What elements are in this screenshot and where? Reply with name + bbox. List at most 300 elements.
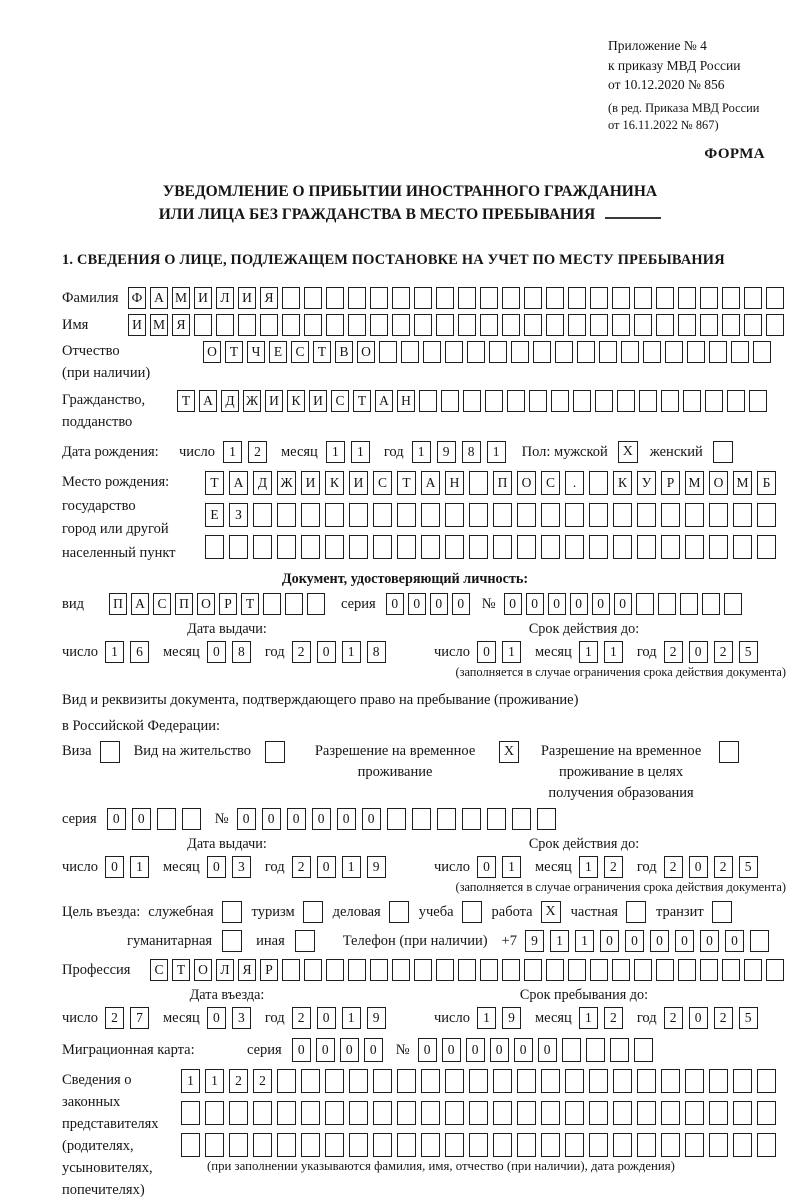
char-box[interactable]: 1	[351, 441, 370, 463]
char-box[interactable]: 0	[107, 808, 126, 830]
char-box[interactable]	[301, 1069, 320, 1093]
char-box[interactable]: 0	[442, 1038, 461, 1062]
char-box[interactable]	[326, 287, 344, 309]
char-box[interactable]: Т	[313, 341, 331, 363]
char-box[interactable]	[469, 471, 488, 495]
char-box[interactable]: 0	[364, 1038, 383, 1062]
char-box[interactable]: 0	[466, 1038, 485, 1062]
char-box[interactable]: 2	[714, 641, 733, 663]
char-box[interactable]: 9	[367, 856, 386, 878]
char-box[interactable]: 2	[664, 856, 683, 878]
char-box[interactable]: О	[517, 471, 536, 495]
char-box[interactable]	[517, 503, 536, 527]
char-box[interactable]: С	[153, 593, 171, 615]
char-box[interactable]: 1	[342, 856, 361, 878]
char-box[interactable]	[469, 1069, 488, 1093]
char-box[interactable]	[617, 390, 635, 412]
char-box[interactable]	[392, 314, 410, 336]
char-box[interactable]: 0	[700, 930, 719, 952]
char-box[interactable]: 1	[579, 641, 598, 663]
char-box[interactable]: 1	[181, 1069, 200, 1093]
char-box[interactable]: 9	[367, 1007, 386, 1029]
char-box[interactable]: 1	[579, 856, 598, 878]
char-box[interactable]: 0	[689, 641, 708, 663]
purpose-transit-checkbox[interactable]	[712, 901, 732, 923]
char-box[interactable]	[700, 287, 718, 309]
char-box[interactable]: Ж	[277, 471, 296, 495]
char-box[interactable]	[555, 341, 573, 363]
char-box[interactable]: Л	[216, 287, 234, 309]
char-box[interactable]: 0	[362, 808, 381, 830]
char-box[interactable]	[282, 287, 300, 309]
char-box[interactable]	[445, 341, 463, 363]
char-box[interactable]: Т	[225, 341, 243, 363]
char-box[interactable]: 0	[237, 808, 256, 830]
char-box[interactable]	[678, 314, 696, 336]
char-box[interactable]	[301, 535, 320, 559]
char-box[interactable]: А	[150, 287, 168, 309]
char-box[interactable]: 1	[477, 1007, 496, 1029]
char-box[interactable]: 0	[340, 1038, 359, 1062]
char-box[interactable]	[658, 593, 676, 615]
char-box[interactable]	[568, 959, 586, 981]
sex-female-checkbox[interactable]	[713, 441, 733, 463]
char-box[interactable]	[757, 1133, 776, 1157]
char-box[interactable]	[370, 314, 388, 336]
char-box[interactable]	[589, 1101, 608, 1125]
char-box[interactable]: 0	[317, 856, 336, 878]
char-box[interactable]	[565, 1069, 584, 1093]
char-box[interactable]: П	[109, 593, 127, 615]
char-box[interactable]: Е	[205, 503, 224, 527]
char-box[interactable]: 0	[430, 593, 448, 615]
char-box[interactable]: П	[175, 593, 193, 615]
char-box[interactable]: 9	[437, 441, 456, 463]
char-box[interactable]	[229, 1133, 248, 1157]
char-box[interactable]	[194, 314, 212, 336]
char-box[interactable]: К	[613, 471, 632, 495]
education-residence-permit-checkbox[interactable]	[719, 741, 739, 763]
char-box[interactable]: К	[325, 471, 344, 495]
char-box[interactable]	[757, 1069, 776, 1093]
char-box[interactable]: 0	[548, 593, 566, 615]
char-box[interactable]	[421, 535, 440, 559]
char-box[interactable]: Д	[253, 471, 272, 495]
char-box[interactable]	[469, 503, 488, 527]
char-box[interactable]	[709, 341, 727, 363]
char-box[interactable]: 0	[570, 593, 588, 615]
char-box[interactable]	[392, 287, 410, 309]
char-box[interactable]: 0	[262, 808, 281, 830]
char-box[interactable]: И	[194, 287, 212, 309]
char-box[interactable]	[436, 314, 454, 336]
char-box[interactable]: И	[301, 471, 320, 495]
char-box[interactable]	[373, 503, 392, 527]
char-box[interactable]	[700, 314, 718, 336]
char-box[interactable]	[437, 808, 456, 830]
char-box[interactable]	[744, 314, 762, 336]
char-box[interactable]	[181, 1133, 200, 1157]
char-box[interactable]	[370, 959, 388, 981]
char-box[interactable]: 1	[502, 641, 521, 663]
char-box[interactable]: 2	[105, 1007, 124, 1029]
char-box[interactable]	[722, 314, 740, 336]
char-box[interactable]	[205, 1133, 224, 1157]
purpose-work-checkbox[interactable]: X	[541, 901, 561, 923]
char-box[interactable]	[744, 959, 762, 981]
char-box[interactable]	[766, 959, 784, 981]
char-box[interactable]: Е	[269, 341, 287, 363]
char-box[interactable]	[445, 1133, 464, 1157]
char-box[interactable]	[325, 1133, 344, 1157]
char-box[interactable]	[639, 390, 657, 412]
char-box[interactable]: 2	[292, 1007, 311, 1029]
char-box[interactable]	[565, 503, 584, 527]
char-box[interactable]	[349, 1101, 368, 1125]
char-box[interactable]: 1	[412, 441, 431, 463]
char-box[interactable]	[586, 1038, 605, 1062]
char-box[interactable]	[229, 1101, 248, 1125]
char-box[interactable]	[493, 1133, 512, 1157]
char-box[interactable]	[397, 1101, 416, 1125]
char-box[interactable]	[613, 1069, 632, 1093]
char-box[interactable]	[702, 593, 720, 615]
char-box[interactable]: 1	[550, 930, 569, 952]
char-box[interactable]: 0	[287, 808, 306, 830]
char-box[interactable]: 0	[207, 856, 226, 878]
char-box[interactable]: О	[194, 959, 212, 981]
char-box[interactable]	[326, 314, 344, 336]
temp-residence-permit-checkbox[interactable]: X	[499, 741, 519, 763]
char-box[interactable]	[656, 959, 674, 981]
char-box[interactable]	[621, 341, 639, 363]
char-box[interactable]: 0	[408, 593, 426, 615]
char-box[interactable]	[590, 314, 608, 336]
char-box[interactable]	[599, 341, 617, 363]
char-box[interactable]	[397, 1133, 416, 1157]
char-box[interactable]	[480, 287, 498, 309]
char-box[interactable]	[370, 287, 388, 309]
char-box[interactable]	[541, 535, 560, 559]
char-box[interactable]	[487, 808, 506, 830]
char-box[interactable]: 0	[312, 808, 331, 830]
char-box[interactable]	[458, 287, 476, 309]
char-box[interactable]: М	[150, 314, 168, 336]
char-box[interactable]: 0	[207, 641, 226, 663]
char-box[interactable]	[458, 959, 476, 981]
char-box[interactable]	[421, 503, 440, 527]
char-box[interactable]	[612, 314, 630, 336]
char-box[interactable]: 2	[248, 441, 267, 463]
char-box[interactable]	[445, 1101, 464, 1125]
char-box[interactable]	[687, 341, 705, 363]
char-box[interactable]: Б	[757, 471, 776, 495]
char-box[interactable]	[636, 593, 654, 615]
char-box[interactable]: Ж	[243, 390, 261, 412]
char-box[interactable]	[462, 808, 481, 830]
char-box[interactable]: 8	[232, 641, 251, 663]
char-box[interactable]	[397, 535, 416, 559]
char-box[interactable]	[467, 341, 485, 363]
char-box[interactable]	[277, 503, 296, 527]
char-box[interactable]	[205, 535, 224, 559]
char-box[interactable]: 2	[714, 856, 733, 878]
visa-checkbox[interactable]	[100, 741, 120, 763]
char-box[interactable]: А	[229, 471, 248, 495]
char-box[interactable]	[683, 390, 701, 412]
char-box[interactable]	[589, 503, 608, 527]
char-box[interactable]	[661, 1133, 680, 1157]
char-box[interactable]: 1	[326, 441, 345, 463]
char-box[interactable]: 1	[342, 1007, 361, 1029]
char-box[interactable]	[709, 1101, 728, 1125]
char-box[interactable]	[709, 1069, 728, 1093]
char-box[interactable]	[685, 1069, 704, 1093]
char-box[interactable]: У	[637, 471, 656, 495]
char-box[interactable]	[348, 314, 366, 336]
char-box[interactable]	[733, 503, 752, 527]
char-box[interactable]: 7	[130, 1007, 149, 1029]
char-box[interactable]	[502, 314, 520, 336]
char-box[interactable]	[722, 287, 740, 309]
char-box[interactable]	[678, 959, 696, 981]
char-box[interactable]	[634, 959, 652, 981]
char-box[interactable]	[379, 341, 397, 363]
char-box[interactable]	[397, 1069, 416, 1093]
char-box[interactable]	[685, 1101, 704, 1125]
char-box[interactable]	[533, 341, 551, 363]
char-box[interactable]	[634, 1038, 653, 1062]
char-box[interactable]	[349, 1069, 368, 1093]
char-box[interactable]: 0	[650, 930, 669, 952]
char-box[interactable]	[348, 959, 366, 981]
char-box[interactable]	[637, 503, 656, 527]
char-box[interactable]	[282, 959, 300, 981]
char-box[interactable]	[637, 535, 656, 559]
char-box[interactable]	[744, 287, 762, 309]
char-box[interactable]	[182, 808, 201, 830]
char-box[interactable]: 0	[452, 593, 470, 615]
char-box[interactable]: 2	[604, 856, 623, 878]
char-box[interactable]	[568, 314, 586, 336]
char-box[interactable]	[568, 287, 586, 309]
char-box[interactable]: 1	[342, 641, 361, 663]
char-box[interactable]: 1	[575, 930, 594, 952]
char-box[interactable]	[733, 1069, 752, 1093]
char-box[interactable]	[524, 314, 542, 336]
char-box[interactable]	[750, 930, 769, 952]
char-box[interactable]	[414, 287, 432, 309]
sex-male-checkbox[interactable]: X	[618, 441, 638, 463]
char-box[interactable]: .	[565, 471, 584, 495]
char-box[interactable]: 2	[292, 856, 311, 878]
char-box[interactable]: 8	[367, 641, 386, 663]
char-box[interactable]: С	[541, 471, 560, 495]
char-box[interactable]	[229, 535, 248, 559]
char-box[interactable]	[731, 341, 749, 363]
char-box[interactable]: 9	[525, 930, 544, 952]
char-box[interactable]: М	[172, 287, 190, 309]
char-box[interactable]	[436, 959, 454, 981]
char-box[interactable]: 2	[664, 1007, 683, 1029]
char-box[interactable]	[613, 535, 632, 559]
char-box[interactable]: А	[375, 390, 393, 412]
char-box[interactable]	[634, 287, 652, 309]
char-box[interactable]: В	[335, 341, 353, 363]
char-box[interactable]	[709, 1133, 728, 1157]
char-box[interactable]	[285, 593, 303, 615]
char-box[interactable]: 0	[477, 856, 496, 878]
char-box[interactable]	[753, 341, 771, 363]
char-box[interactable]: М	[685, 471, 704, 495]
char-box[interactable]	[412, 808, 431, 830]
char-box[interactable]	[656, 314, 674, 336]
char-box[interactable]: Т	[172, 959, 190, 981]
char-box[interactable]: 0	[538, 1038, 557, 1062]
char-box[interactable]	[722, 959, 740, 981]
char-box[interactable]: Т	[241, 593, 259, 615]
char-box[interactable]	[507, 390, 525, 412]
char-box[interactable]	[373, 1069, 392, 1093]
char-box[interactable]	[349, 535, 368, 559]
char-box[interactable]: П	[493, 471, 512, 495]
char-box[interactable]	[537, 808, 556, 830]
char-box[interactable]: 0	[477, 641, 496, 663]
char-box[interactable]	[458, 314, 476, 336]
char-box[interactable]	[348, 287, 366, 309]
char-box[interactable]	[610, 1038, 629, 1062]
char-box[interactable]: 2	[604, 1007, 623, 1029]
char-box[interactable]: О	[709, 471, 728, 495]
char-box[interactable]	[565, 535, 584, 559]
char-box[interactable]	[541, 503, 560, 527]
char-box[interactable]: 1	[502, 856, 521, 878]
char-box[interactable]: 0	[317, 1007, 336, 1029]
char-box[interactable]	[589, 1133, 608, 1157]
char-box[interactable]	[541, 1133, 560, 1157]
char-box[interactable]: 0	[504, 593, 522, 615]
char-box[interactable]: А	[131, 593, 149, 615]
char-box[interactable]: 0	[725, 930, 744, 952]
char-box[interactable]: Ч	[247, 341, 265, 363]
purpose-humanitarian-checkbox[interactable]	[222, 930, 242, 952]
char-box[interactable]: 5	[739, 856, 758, 878]
char-box[interactable]	[423, 341, 441, 363]
purpose-private-checkbox[interactable]	[626, 901, 646, 923]
char-box[interactable]	[253, 1101, 272, 1125]
char-box[interactable]	[485, 390, 503, 412]
char-box[interactable]	[511, 341, 529, 363]
char-box[interactable]	[613, 1133, 632, 1157]
char-box[interactable]	[421, 1101, 440, 1125]
char-box[interactable]	[441, 390, 459, 412]
char-box[interactable]: Р	[661, 471, 680, 495]
char-box[interactable]	[373, 1133, 392, 1157]
char-box[interactable]	[414, 314, 432, 336]
char-box[interactable]	[307, 593, 325, 615]
char-box[interactable]	[304, 959, 322, 981]
char-box[interactable]	[757, 535, 776, 559]
char-box[interactable]: 0	[675, 930, 694, 952]
char-box[interactable]	[524, 287, 542, 309]
char-box[interactable]	[637, 1069, 656, 1093]
char-box[interactable]	[325, 1069, 344, 1093]
char-box[interactable]	[577, 341, 595, 363]
char-box[interactable]	[304, 314, 322, 336]
char-box[interactable]	[263, 593, 281, 615]
char-box[interactable]: 0	[386, 593, 404, 615]
char-box[interactable]	[253, 535, 272, 559]
char-box[interactable]: 0	[526, 593, 544, 615]
char-box[interactable]	[277, 1101, 296, 1125]
char-box[interactable]	[326, 959, 344, 981]
char-box[interactable]	[277, 535, 296, 559]
char-box[interactable]	[493, 535, 512, 559]
char-box[interactable]: 0	[592, 593, 610, 615]
char-box[interactable]: О	[203, 341, 221, 363]
char-box[interactable]	[551, 390, 569, 412]
char-box[interactable]	[709, 503, 728, 527]
char-box[interactable]: Л	[216, 959, 234, 981]
char-box[interactable]	[489, 341, 507, 363]
char-box[interactable]	[685, 535, 704, 559]
char-box[interactable]	[733, 535, 752, 559]
char-box[interactable]	[546, 287, 564, 309]
char-box[interactable]	[565, 1101, 584, 1125]
char-box[interactable]	[493, 1101, 512, 1125]
char-box[interactable]	[727, 390, 745, 412]
char-box[interactable]: 1	[205, 1069, 224, 1093]
char-box[interactable]	[661, 503, 680, 527]
char-box[interactable]: 1	[579, 1007, 598, 1029]
char-box[interactable]	[301, 1101, 320, 1125]
char-box[interactable]: 2	[292, 641, 311, 663]
char-box[interactable]	[612, 287, 630, 309]
char-box[interactable]: 5	[739, 1007, 758, 1029]
char-box[interactable]	[680, 593, 698, 615]
char-box[interactable]: Н	[445, 471, 464, 495]
char-box[interactable]	[637, 1101, 656, 1125]
char-box[interactable]: 0	[614, 593, 632, 615]
char-box[interactable]	[709, 535, 728, 559]
char-box[interactable]	[757, 1101, 776, 1125]
char-box[interactable]	[238, 314, 256, 336]
char-box[interactable]: 1	[130, 856, 149, 878]
char-box[interactable]	[325, 1101, 344, 1125]
char-box[interactable]	[436, 287, 454, 309]
char-box[interactable]: И	[309, 390, 327, 412]
purpose-other-checkbox[interactable]	[295, 930, 315, 952]
char-box[interactable]: А	[199, 390, 217, 412]
char-box[interactable]	[493, 503, 512, 527]
char-box[interactable]	[469, 535, 488, 559]
char-box[interactable]	[349, 1133, 368, 1157]
char-box[interactable]: С	[150, 959, 168, 981]
char-box[interactable]	[517, 535, 536, 559]
char-box[interactable]	[546, 959, 564, 981]
char-box[interactable]: 0	[292, 1038, 311, 1062]
char-box[interactable]	[661, 1101, 680, 1125]
char-box[interactable]: Т	[205, 471, 224, 495]
char-box[interactable]	[656, 287, 674, 309]
char-box[interactable]: Я	[238, 959, 256, 981]
char-box[interactable]	[613, 503, 632, 527]
char-box[interactable]	[562, 1038, 581, 1062]
char-box[interactable]: Т	[177, 390, 195, 412]
char-box[interactable]	[373, 535, 392, 559]
char-box[interactable]	[724, 593, 742, 615]
char-box[interactable]	[661, 390, 679, 412]
